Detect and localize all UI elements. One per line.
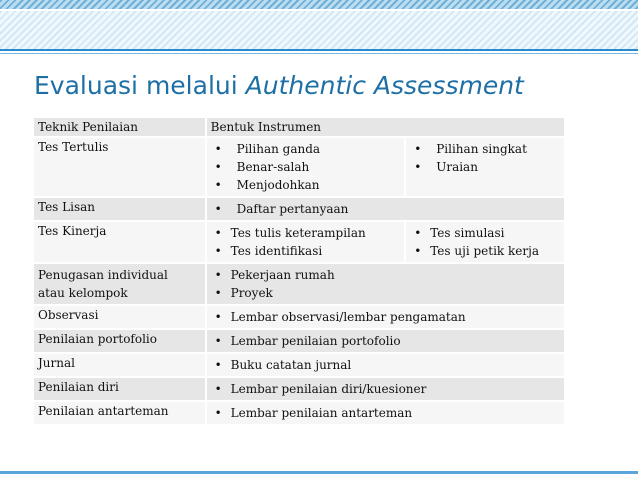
bullet-icon: •: [214, 142, 222, 156]
row-instruments: [206, 377, 565, 401]
table-row: [34, 263, 565, 305]
header-band: [0, 0, 638, 58]
bullet-icon: •: [214, 226, 222, 240]
bullet-icon: •: [214, 286, 222, 300]
bullet-icon: •: [214, 178, 222, 192]
header-rule-thin: [0, 53, 638, 54]
list-item: • Tes identifikasi: [214, 244, 323, 258]
list-item: • Pilihan ganda: [214, 142, 321, 156]
bullet-icon: •: [214, 202, 222, 216]
row-instruments: [206, 401, 565, 425]
list-item: • Benar-salah: [214, 160, 310, 174]
bullet-icon: •: [214, 358, 222, 372]
row-instruments-extra: [405, 221, 565, 263]
table-row: [34, 197, 565, 221]
row-instruments: [206, 137, 406, 197]
row-label: [34, 263, 206, 305]
row-label: Penilaian antarteman: [34, 401, 206, 425]
list-item: • Buku catatan jurnal: [214, 358, 352, 372]
list-item: • Tes tulis keterampilan: [214, 226, 366, 240]
table-row: [34, 401, 565, 425]
list-item: • Menjodohkan: [214, 178, 320, 192]
list-item: • Uraian: [414, 160, 478, 174]
list-item: • Lembar observasi/lembar pengamatan: [214, 310, 466, 324]
row-instruments-extra: [405, 137, 565, 197]
row-label: Penilaian diri: [34, 377, 206, 401]
row-label-line: atau kelompok: [38, 286, 128, 300]
table-row: [34, 377, 565, 401]
slide-title: [34, 66, 524, 106]
list-item: • Proyek: [214, 286, 273, 300]
bullet-icon: •: [214, 382, 222, 396]
list-item: • Tes simulasi: [414, 226, 505, 240]
row-label: Tes Lisan: [34, 197, 206, 221]
table-row: [34, 353, 565, 377]
bullet-icon: •: [214, 268, 222, 282]
title-plain: Evaluasi melalui: [34, 71, 238, 100]
list-item: • Lembar penilaian diri/kuesioner: [214, 382, 427, 396]
row-label: Jurnal: [34, 353, 206, 377]
row-instruments: [206, 221, 406, 263]
assessment-table: [34, 118, 566, 426]
bullet-icon: •: [214, 160, 222, 174]
list-item: • Tes uji petik kerja: [414, 244, 539, 258]
bullet-icon: •: [214, 334, 222, 348]
row-label: Penilaian portofolio: [34, 329, 206, 353]
title-italic: Authentic Assessment: [245, 71, 524, 100]
bullet-icon: •: [214, 310, 222, 324]
footer-rule: [0, 471, 638, 474]
row-label: Tes Tertulis: [34, 137, 206, 197]
bullet-icon: •: [214, 406, 222, 420]
bullet-icon: •: [214, 244, 222, 258]
table-row: [34, 137, 565, 197]
bullet-icon: •: [414, 142, 422, 156]
header-rule: [0, 49, 638, 51]
table-row: [34, 305, 565, 329]
bullet-icon: •: [414, 244, 422, 258]
row-label: Observasi: [34, 305, 206, 329]
bullet-icon: •: [414, 160, 422, 174]
row-instruments: [206, 263, 565, 305]
row-instruments: [206, 305, 565, 329]
row-label: Tes Kinerja: [34, 221, 206, 263]
list-item: • Pekerjaan rumah: [214, 268, 335, 282]
table-header-row: [34, 118, 565, 137]
list-item: • Lembar penilaian antarteman: [214, 406, 413, 420]
table-row: [34, 329, 565, 353]
header-stripe-pattern: [0, 11, 638, 49]
table-row: [34, 221, 565, 263]
header-bentuk: Bentuk Instrumen: [206, 118, 565, 137]
list-item: • Daftar pertanyaan: [214, 202, 349, 216]
header-teknik: Teknik Penilaian: [34, 118, 206, 137]
list-item: • Lembar penilaian portofolio: [214, 334, 401, 348]
list-item: • Pilihan singkat: [414, 142, 527, 156]
row-label-line: Penugasan individual: [38, 268, 168, 282]
row-instruments: [206, 197, 565, 221]
bullet-icon: •: [414, 226, 422, 240]
header-stripe-top: [0, 0, 638, 9]
row-instruments: [206, 329, 565, 353]
row-instruments: [206, 353, 565, 377]
